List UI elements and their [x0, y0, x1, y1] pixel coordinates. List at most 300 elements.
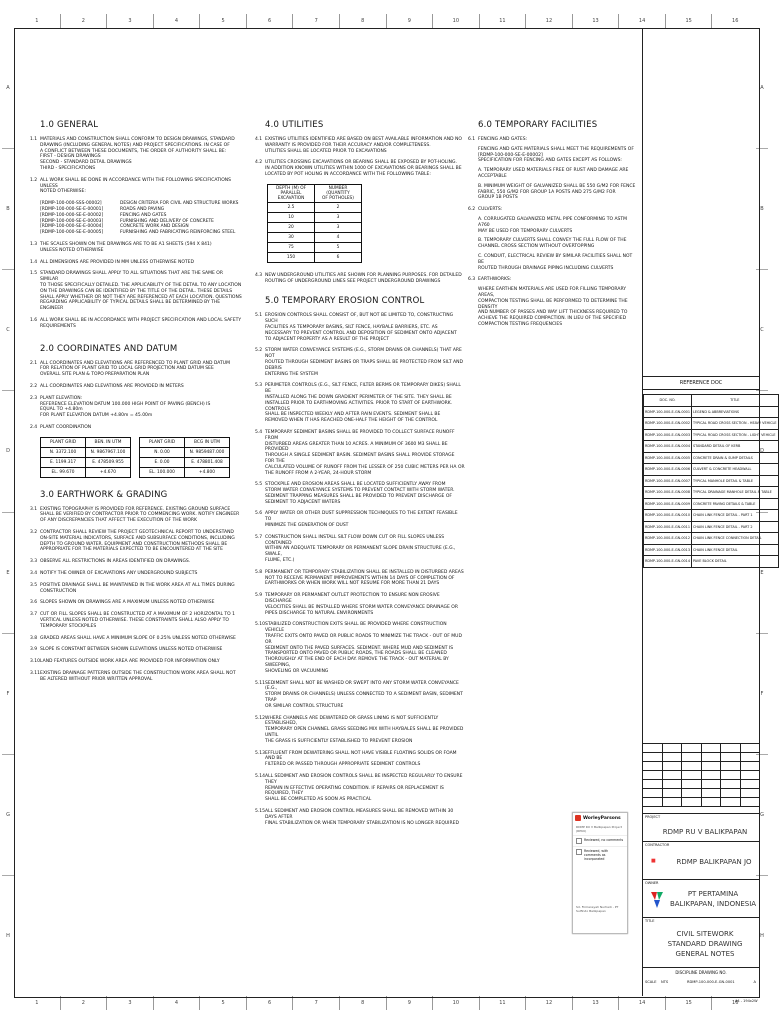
zone-label: F	[2, 633, 14, 754]
note-line: SEDIMENT TRAPPING MEASURES SHALL BE PROVIDED TO PREVENT DISCHARGE OF	[265, 493, 452, 499]
note-item	[255, 570, 465, 587]
table-row	[268, 222, 362, 232]
zone-label: 9	[386, 996, 433, 1010]
note-number: 3.3	[30, 559, 38, 565]
note-line: REMOVED WHEN IT HAS REACHED ONE-HALF THE HEIGHT OF THE CONTROL	[265, 418, 438, 424]
table-cell: N. 9867967.100	[86, 447, 131, 457]
table-cell: E. 1199.317	[41, 457, 86, 467]
note-line: STORM WATER CONVEYANCE SYSTEMS (E.G., STORM DRAINS OR CHANNELS) THAT ARE NOT	[265, 348, 462, 360]
table-cell: 6	[315, 252, 362, 262]
note-item	[255, 716, 465, 745]
note-item	[255, 160, 465, 177]
note-line: LOCATED BY POT HOLING IN ACCORDANCE WITH THE FOLLOWING TABLE:	[265, 171, 431, 177]
note-item	[30, 612, 242, 629]
note-line: EARTHWORKS:	[478, 277, 512, 283]
note-line: IN ADDITION KNOWN UTILITIES WITHIN 1000 OF EXCAVATIONS OR BEARINGS SHALL BE	[265, 166, 462, 172]
table-cell: E. 478801.408	[185, 457, 230, 467]
note-line: ALL SEDIMENT AND EROSION CONTROLS SHALL BE INSPECTED REGULARLY TO ENSURE THEY	[265, 773, 463, 785]
note-line: EXISTING TOPOGRAPHY IS PROVIDED FOR REFERENCE. EXISTING GROUND SURFACE	[40, 506, 231, 512]
note-line: SLOPES SHOWN ON DRAWINGS ARE A MAXIMUM UNLESS NOTED OTHERWISE	[40, 600, 215, 606]
note-item	[255, 273, 465, 285]
pothole-table	[267, 184, 362, 263]
zone-label: 2	[60, 996, 107, 1010]
note-number: 2.3	[30, 395, 38, 401]
note-number: 3.4	[30, 571, 38, 577]
utility-notes	[255, 137, 465, 178]
note-number: 5.7	[255, 534, 263, 540]
zone-label: 11	[479, 14, 526, 28]
zone-label: 6	[246, 996, 293, 1010]
table-row	[268, 252, 362, 262]
spec-row: [RDMP-100-000-SE-E-00003] FURNISHING AND DELIVERY OF CONCRETE	[40, 218, 214, 224]
note-line: EXISTING UTILITIES IDENTIFIED ARE BASED ON BEST AVAILABLE INFORMATION AND NO	[265, 137, 462, 142]
note-number: 2.2	[30, 383, 38, 389]
note-number: 3.10	[30, 659, 41, 665]
note-line: THE GRASS IS SUFFICIENTLY ESTABLISHED TO PREVENT EROSION	[265, 738, 413, 744]
note-line: ON THE DRAWINGS CAN BE IDENTIFIED BY THE TITLE OF THE DETAIL. THESE DETAILS	[40, 288, 233, 294]
note-item	[30, 636, 242, 642]
note-line: THROUGH A SINGLE SEDIMENT BASIN. SEDIMENT BASINS SHALL PROVIDE STORAGE FOR THE	[265, 453, 455, 464]
note-line: EQUAL TO +4.80m	[40, 407, 83, 413]
owner-name: PT PERTAMINA	[687, 890, 739, 898]
note-line: NOTED OTHERWISE:	[40, 189, 86, 195]
note-number: 5.14	[255, 773, 266, 779]
note-number: 5.1	[255, 313, 263, 319]
note-line: TEMPORARY OR PERMANENT OUTLET PROTECTION TO ENSURE NON EROSIVE DISCHARGE	[265, 593, 440, 605]
note-line: PERMANENT OR TEMPORARY STABILIZATION SHALL BE INSTALLED IN DISTURBED AREAS	[265, 569, 464, 575]
note-line: NECESSARY TO PREVENT CONTROL AND DEPOSITION OF SEDIMENT ONTO ADJACENT	[265, 330, 457, 336]
note-line: VERTICAL UNLESS NOTED OTHERWISE. THESE CONSTRAINTS SHALL ALSO APPLY TO	[40, 618, 229, 624]
table-cell: +4.670	[86, 467, 131, 477]
note-line: OBSERVE ALL RESTRICTIONS IN AREAS IDENTIFIED ON DRAWINGS.	[40, 559, 191, 565]
zone-label: 12	[525, 996, 572, 1010]
table-cell: N. 0.00	[140, 447, 185, 457]
title-line-1: CIVIL SITEWORK	[676, 930, 734, 938]
note-line: SHALL APPLY WHETHER OR NOT THEY ARE REFERENCED AT EACH LOCATION. QUESTIONS	[40, 294, 242, 300]
table-row	[41, 447, 131, 457]
note-item	[30, 137, 242, 172]
note-line: ROUTED THROUGH SEDIMENT BASINS OR TRAPS SHALL BE PROTECTED FROM SILT AND DEBRIS	[265, 359, 463, 371]
zone-label: 4	[153, 996, 200, 1010]
note-line: OR SIMILAR CONTROL STRUCTURE	[265, 703, 344, 709]
note-number: 5.3	[255, 383, 263, 389]
table-cell: EL. 99.670	[41, 467, 86, 477]
note-item	[30, 583, 242, 595]
table-row	[268, 242, 362, 252]
reference-row: RDMP-100-000-E-GN-0004 STANDARD DETAIL OF KERB	[644, 441, 779, 453]
note-line: STABILIZED CONSTRUCTION EXITS SHALL BE PROVIDED WHERE CONSTRUCTION VEHICLE	[265, 622, 447, 634]
table-row	[268, 202, 362, 212]
note-item	[255, 482, 465, 505]
bottom-zone-labels	[14, 996, 758, 1010]
table-cell: 20	[268, 222, 315, 232]
reference-header: DOC. NO. TITLE	[644, 395, 779, 407]
table-row	[268, 212, 362, 222]
reference-row: RDMP-100-000-E-GN-0008 TYPICAL DRAINAGE MANHOLE DETAIL & TABLE	[644, 487, 779, 499]
stamp-option-1: Reviewed, no comments	[573, 835, 627, 846]
table-cell: 2	[315, 202, 362, 212]
general-notes	[30, 137, 242, 195]
table-row	[140, 457, 230, 467]
project-name: RDMP RU V BALIKPAPAN	[662, 828, 748, 836]
note-item	[30, 507, 242, 524]
note-number: 5.13	[255, 750, 266, 756]
note-number: 6.2	[468, 207, 476, 213]
note-number: 4.2	[255, 160, 263, 166]
zone-label: D	[756, 390, 768, 511]
zone-label: 14	[618, 14, 665, 28]
note-item	[468, 207, 638, 271]
zone-label: 2	[60, 14, 107, 28]
spec-row: [RDMP-100-000-SE-E-00001] ROADS AND PAVING	[40, 206, 165, 212]
reference-row: RDMP-100-000-E-GN-0002 TYPICAL ROAD CROSS SECTION - HEAVY VEHICLE	[644, 418, 779, 430]
note-line: GROUP 1B POSTS	[478, 195, 518, 201]
note-number: 5.15	[255, 808, 266, 814]
zone-label: 16	[711, 996, 758, 1010]
table-row	[41, 467, 131, 477]
note-item	[30, 318, 242, 330]
note-line: EROSION CONTROLS SHALL CONSIST OF, BUT NOT BE LIMITED TO, CONSTRUCTING SUCH	[265, 313, 454, 325]
note-item	[30, 659, 242, 665]
zone-label: 10	[432, 14, 479, 28]
spec-row: [RDMP-100-000-SE-E-00004] CONCRETE WORK AND DESIGN	[40, 224, 189, 230]
zone-label: E	[756, 512, 768, 633]
reference-table	[643, 394, 779, 568]
note-item	[255, 137, 465, 154]
note-line: SEDIMENT SHALL NOT BE WASHED OR SWEPT INTO ANY STORM WATER CONVEYANCE (E.G.,	[265, 680, 459, 692]
zone-label: 4	[153, 14, 200, 28]
note-line: REMAIN IN EFFECTIVE OPERATING CONDITION. IF REPAIRS OR REPLACEMENT IS REQUIRED, THEY	[265, 785, 444, 797]
note-line: CHANNEL CROSS SECTION WITHOUT OVERTOPPING	[478, 244, 595, 250]
reference-row: RDMP-100-000-E-GN-0010 CHAIN LINK FENCE DETAIL - PART 1	[644, 510, 779, 522]
note-item	[30, 271, 242, 312]
note-line: REQUIREMENTS	[40, 323, 76, 329]
note-item	[255, 383, 465, 424]
top-zone-labels	[14, 14, 758, 28]
note-number: 3.6	[30, 600, 38, 606]
drawing-number: RDMP-100-000-E-GN-0001	[687, 980, 735, 984]
note-line: CALCULATED VOLUME OF RUNOFF FROM THE LESSER OF 250 CUBIC METERS PER HA OR	[265, 464, 465, 470]
zone-label: C	[2, 269, 14, 390]
note-item	[30, 361, 242, 378]
note-number: 4.1	[255, 137, 263, 142]
note-number: 2.1	[30, 360, 38, 366]
note-line: WITHIN AN ADEQUATE TEMPORARY OR PERMANENT SLOPE DRAIN STRUCTURE (E.G., SWALE,	[265, 546, 456, 558]
note-number: 3.11	[30, 671, 41, 677]
worleyparsons-logo-icon	[575, 815, 581, 821]
note-line: REFERENCE ELEVATION DATUM 100.000 HIGH POINT OF PAVING (BENCH) IS	[40, 401, 211, 407]
table-cell: 4	[315, 232, 362, 242]
note-line: THE SCALES SHOWN ON THE DRAWINGS ARE TO BE A1 SHEETS (594 X 841)	[40, 241, 212, 247]
note-item	[30, 571, 242, 577]
note-line: TO THOSE SPECIFICALLY DETAILED. THE APPLICABILITY OF THE DETAIL TO ANY LOCATION	[40, 282, 242, 288]
pertamina-logo-icon	[649, 890, 665, 910]
note-line: A CONFLICT BETWEEN THESE DOCUMENTS, THE ORDER OF AUTHORITY SHALL BE:	[40, 148, 227, 154]
table-cell: E. 0.00	[140, 457, 185, 467]
zone-label: 14	[618, 996, 665, 1010]
section-title-coordinates: 2.0 COORDINATES AND DATUM	[40, 343, 178, 354]
note-number: 5.2	[255, 348, 263, 354]
note-number: 5.5	[255, 482, 263, 488]
note-line: APPROPRIATE FOR THE MATERIALS EXPECTED TO BE ENCOUNTERED AT THE SITE	[40, 547, 224, 553]
reference-row: RDMP-100-000-E-GN-0013 CHAIN LINK FENCE DETAIL	[644, 544, 779, 556]
zone-label: 7	[292, 996, 339, 1010]
table-cell: 3	[315, 212, 362, 222]
reference-row: RDMP-100-000-E-GN-0001 LEGEND & ABBREVIATIONS	[644, 406, 779, 418]
note-line: PIPES DISCHARGE TO NATURAL ENVIRONMENTS	[265, 610, 374, 616]
zone-label: 1	[35, 18, 39, 24]
note-line: NOT TO RECEIVE PERMANENT IMPROVEMENTS WITHIN 14 DAYS OF COMPLETION OF	[265, 575, 455, 581]
note-line: CUT OR FILL SLOPES SHALL BE CONSTRUCTED AT A MAXIMUM OF 2 HORIZONTAL TO 1	[40, 612, 235, 618]
stamp-header	[573, 813, 627, 823]
note-line: TEMPORARY SEDIMENT BASINS SHALL BE PROVIDED TO COLLECT SURFACE RUNOFF FROM	[265, 429, 455, 441]
note-item	[30, 384, 242, 390]
note-item	[255, 751, 465, 768]
note-line: PERIMETER CONTROLS (E.G., SILT FENCE, FILTER BERMS OR TEMPORARY DIKES) SHALL BE	[265, 383, 461, 395]
utility-notes-2	[255, 273, 465, 285]
zone-label: 13	[572, 996, 619, 1010]
table-cell: BEN. IN UTM	[86, 437, 131, 447]
note-line: SPECIFICATION FOR FENCING AND GATES EXCEPT AS FOLLOWS:	[478, 158, 622, 164]
drawing-number-block: DISCIPLINE DRAWING NO. SCALE NTS RDMP-100-000-E-GN-0001 A	[643, 967, 759, 990]
zone-label: G	[2, 754, 14, 875]
note-item	[255, 511, 465, 528]
note-line: EXISTING DRAINAGE PATTERNS OUTSIDE THE CONSTRUCTION WORK AREA SHALL NOT	[40, 671, 236, 677]
table-row	[140, 467, 230, 477]
table-cell: 75	[268, 242, 315, 252]
column-utilities	[255, 120, 465, 832]
table-cell: PLANT GRID	[41, 437, 86, 447]
erosion-notes	[255, 313, 465, 826]
note-number: 1.3	[30, 241, 38, 247]
zone-label: F	[756, 633, 768, 754]
note-line: WHERE EARTHEN MATERIALS ARE USED FOR FILLING TEMPORARY AREAS,	[478, 287, 627, 298]
note-line: STANDARD DRAWINGS SHALL APPLY TO ALL SITUATIONS THAT ARE THE SAME OR SIMILAR	[40, 271, 223, 283]
stamp-option-2: Reviewed, with comments as incorporated	[573, 846, 627, 863]
note-line: ALL COORDINATES AND ELEVATIONS ARE PROVIDED IN METERS	[40, 383, 184, 389]
zone-label: 5	[199, 14, 246, 28]
note-line: CULVERTS:	[478, 207, 503, 213]
section-title-facilities: 6.0 TEMPORARY FACILITIES	[478, 120, 598, 130]
table-row	[140, 447, 230, 457]
table-cell: BCG IN UTM	[185, 437, 230, 447]
note-line: PLANT COORDINATION	[40, 424, 92, 430]
note-item	[255, 535, 465, 564]
section-title-earthwork: 3.0 EARTHWORK & GRADING	[40, 489, 168, 500]
zone-label: C	[756, 269, 768, 390]
spec-list	[40, 201, 242, 236]
revision: A	[753, 980, 756, 984]
note-item	[255, 681, 465, 710]
note-number: 1.6	[30, 317, 38, 323]
note-item	[468, 137, 638, 201]
note-line: A. TEMPORARY USED MATERIALS FREE OF RUST AND DAMAGE ARE	[478, 168, 629, 174]
coordinate-table-ben	[40, 437, 131, 478]
note-line: SECOND - STANDARD DETAIL DRAWINGS	[40, 160, 132, 166]
zone-label: 15	[665, 14, 712, 28]
general-notes-2	[30, 242, 242, 330]
note-line: COMPACTION TESTING FREQUENCIES	[478, 321, 563, 327]
title-panel	[642, 28, 777, 996]
note-line: UTILITIES CROSSING EXCAVATIONS OR BEARING SHALL BE EXPOSED BY POT-HOLING.	[265, 160, 457, 166]
note-item	[30, 396, 242, 419]
note-line: ACHIEVE THE REQUIRED COMPACTION. IN LIEU OF THE SPECIFIED	[478, 316, 627, 322]
note-item	[255, 348, 465, 377]
note-item	[30, 425, 242, 431]
note-line: REGARDING APPLICABILITY OF TYPICAL DETAILS SHALL BE DETERMINED BY THE ENGINEER	[40, 300, 221, 312]
note-line: C. CONDUIT, ELECTRICAL REVIEW BY SIMILAR FACILITIES SHALL NOT BE	[478, 253, 633, 265]
note-line: ON-SITE MATERIAL INDICATORS, SURFACE AND SUBSURFACE CONDITIONS, INCLUDING	[40, 535, 235, 541]
zone-label: G	[756, 754, 768, 875]
table-row	[41, 437, 131, 447]
note-line: TO ADJACENT PROPERTY AS A RESULT OF THE PROJECT	[265, 336, 390, 342]
note-line: A. CORRUGATED GALVANIZED METAL PIPE CONFORMING TO ASTM A760	[478, 216, 628, 228]
title-line-2: STANDARD DRAWING	[667, 940, 743, 948]
note-line: APPLY WATER OR OTHER DUST SUPPRESSION TECHNIQUES TO THE EXTENT FEASIBLE TO	[265, 511, 458, 523]
rdmp-logo-icon: ■	[651, 858, 656, 864]
note-line: ALL DIMENSIONS ARE PROVIDED IN MM UNLESS OTHERWISE NOTED	[40, 259, 194, 265]
reference-row: RDMP-100-000-E-GN-0006 CULVERT & CONCRETE HEADWALL	[644, 464, 779, 476]
zone-label: 3	[106, 996, 153, 1010]
note-number: 5.11	[255, 680, 266, 686]
table-cell: 10	[268, 212, 315, 222]
note-line: CONSTRUCTION	[40, 588, 77, 594]
note-line: BE ALTERED WITHOUT PRIOR WRITTEN APPROVAL	[40, 676, 153, 682]
reference-row: RDMP-100-000-E-GN-0009 CONCRETE PAVING DETAILS & TABLE	[644, 498, 779, 510]
note-line: TEMPORARY OPEN CHANNEL GRASS SEEDING MIX WITH HAYBALES SHALL BE PROVIDED UNTIL	[265, 727, 464, 738]
zone-label: H	[756, 875, 768, 996]
checkbox-icon	[576, 838, 582, 844]
note-line: STORM WATER CONVEYANCE SYSTEMS TO PREVENT CONTACT WITH STORM WATER.	[265, 488, 455, 494]
reference-title: REFERENCE DOC	[643, 376, 759, 390]
note-line: FOR RELATION OF PLANT GRID TO LOCAL GRID PROJECTION AND DATUM SEE	[40, 366, 214, 372]
zone-label: D	[2, 390, 14, 511]
note-line: THIRD - SPECIFICATIONS	[40, 165, 96, 171]
note-line: OF ANY DISCREPANCIES THAT AFFECT THE EXECUTION OF THE WORK	[40, 518, 197, 524]
note-line: UTILITIES SHALL BE LOCATED PRIOR TO EXCAVATIONS	[265, 148, 387, 154]
zone-label: 1	[35, 1000, 39, 1006]
note-item	[255, 430, 465, 476]
note-line: SEDIMENT TO ADJACENT WATERS	[265, 499, 341, 505]
note-line: SHALL BE VERIFIED BY CONTRACTOR PRIOR TO COMMENCING WORK. NOTIFY ENGINEER	[40, 512, 240, 518]
column-facilities	[468, 120, 638, 334]
note-line: ALL WORK SHALL BE IN ACCORDANCE WITH PROJECT SPECIFICATION AND LOCAL SAFETY	[40, 317, 242, 323]
note-line: NEW UNDERGROUND UTILITIES ARE SHOWN FOR PLANNING PURPOSES. FOR DETAILED	[265, 272, 462, 278]
note-line: UNLESS NOTED OTHERWISE	[40, 247, 104, 253]
note-line: POSITIVE DRAINAGE SHALL BE MAINTAINED IN THE WORK AREA AT ALL TIMES DURING	[40, 582, 235, 588]
note-line: ALL SEDIMENT AND EROSION CONTROL MEASURES SHALL BE REMOVED WITHIN 30 DAYS AFTER	[265, 808, 454, 820]
note-item	[255, 622, 465, 674]
zone-label: 3	[106, 14, 153, 28]
note-line: [RDMP-100-000-SE-E-00002]	[478, 152, 543, 158]
note-line: MAY BE USED FOR TEMPORARY CULVERTS	[478, 228, 573, 234]
note-number: 3.1	[30, 506, 38, 512]
table-cell: E. 478509.955	[86, 457, 131, 467]
note-line: VELOCITIES SHALL BE INSTALLED WHERE STORM WATER CONVEYANCE DRAINAGE OR	[265, 604, 458, 610]
note-line: CONSTRUCTION SHALL INSTALL SILT FLOW DOWN CUT OR FILL SLOPES UNLESS CONTAINED	[265, 534, 445, 546]
reference-row: RDMP-100-000-E-GN-0014 PAVE BLOCK DETAIL	[644, 556, 779, 568]
drawing-title-block: TITLE CIVIL SITEWORK STANDARD DRAWING GENERAL NOTES	[643, 917, 759, 968]
facility-notes	[468, 137, 638, 328]
note-number: 3.5	[30, 582, 38, 588]
reference-row: RDMP-100-000-E-GN-0011 CHAIN LINK FENCE DETAIL - PART 2	[644, 521, 779, 533]
note-line: CONTRACTOR SHALL REVIEW THE PROJECT GEOTECHNICAL REPORT TO UNDERSTAND	[40, 530, 234, 536]
zone-label: B	[756, 148, 768, 269]
note-line: ROUTED THROUGH DRAINAGE PIPING INCLUDING CULVERTS	[478, 265, 614, 271]
note-line: ENTERING THE SYSTEM	[265, 371, 318, 377]
note-line: FINAL STABILIZATION OR WHEN TEMPORARY STABILIZATION IS NO LONGER REQUIRED	[265, 820, 459, 826]
note-line: TEMPORARY STOCKPILES	[40, 623, 97, 629]
zone-label: 6	[246, 14, 293, 28]
zone-label: 15	[665, 996, 712, 1010]
note-number: 3.8	[30, 635, 38, 641]
owner-location: BALIKPAPAN, INDONESIA	[669, 900, 757, 908]
note-line: THE RUNOFF FROM A 2-YEAR, 24-HOUR STORM	[265, 470, 372, 476]
note-line: SHALL BE INSPECTED WEEKLY AND AFTER RAIN EVENTS. SEDIMENT SHALL BE	[265, 412, 441, 418]
section-title-erosion: 5.0 TEMPORARY EROSION CONTROL	[265, 296, 425, 307]
review-stamp	[572, 812, 628, 934]
note-item	[30, 530, 242, 553]
zone-label: 5	[199, 996, 246, 1010]
zone-label: A	[760, 85, 764, 92]
note-line: EARTHWORKS OR WHEN WORK WILL NOT RESUME FOR MORE THAN 21 DAYS	[265, 581, 440, 587]
table-cell: EL. 100.000	[140, 467, 185, 477]
note-line: ACCEPTABLE	[478, 173, 507, 179]
title-line-3: GENERAL NOTES	[675, 950, 735, 958]
table-cell: DEPTH (M) OF PARALLEL EXCAVATION	[268, 184, 315, 202]
note-item	[255, 809, 465, 826]
reference-row: RDMP-100-000-E-GN-0003 TYPICAL ROAD CROSS SECTION - LIGHT VEHICLE	[644, 429, 779, 441]
table-cell: N. 9859487.000	[185, 447, 230, 457]
left-zone-labels	[2, 28, 14, 996]
note-item	[255, 774, 465, 803]
zone-label: 13	[572, 14, 619, 28]
project-block: PROJECT RDMP RU V BALIKPAPAN	[643, 813, 759, 842]
zone-label: 12	[525, 14, 572, 28]
coordinate-tables	[40, 437, 242, 478]
table-cell: 30	[268, 232, 315, 242]
table-cell: PLANT GRID	[140, 437, 185, 447]
table-cell: 150	[268, 252, 315, 262]
table-row	[268, 184, 362, 202]
note-line: INSTALLED PRIOR TO EARTHMOVING ACTIVITIES. PRIOR TO START OF EARTHWORK. CONTROLS	[265, 400, 453, 412]
spec-row: [RDMP-100-000-SE-E-00005] FURNISHING AND FABRICATING REINFORCING STEEL	[40, 230, 236, 236]
section-title-general: 1.0 GENERAL	[40, 120, 99, 130]
stamp-project: RDMP RU V Balikpapan Project (RPKU)	[576, 825, 622, 833]
note-item	[255, 313, 465, 342]
note-line: MATERIALS AND CONSTRUCTION SHALL CONFORM TO DESIGN DRAWINGS, STANDARD	[40, 137, 235, 142]
note-number: 6.1	[468, 137, 476, 142]
note-number: 3.9	[30, 647, 38, 653]
zone-label: 9	[386, 14, 433, 28]
note-line: TRAFFIC EXITS ONTO PAVED OR PUBLIC ROADS TO MINIMIZE THE TRACK - OUT OF MUD OR	[265, 634, 462, 645]
note-line: DRAWING (INCLUDING GENERAL NOTES) AND PROJECT SPECIFICATIONS. IN CASE OF	[40, 142, 230, 148]
note-line: LAND FEATURES OUTSIDE WORK AREA ARE PROVIDED FOR INFORMATION ONLY	[40, 659, 220, 665]
note-line: WHERE CHANNELS ARE DEWATERED OR GRASS LINING IS NOT SUFFICIENTLY ESTABLISHED,	[265, 715, 439, 727]
zone-label: 7	[292, 14, 339, 28]
sheet-size: A4 - 194x2W	[735, 999, 758, 1003]
note-item	[30, 671, 242, 683]
note-number: 5.6	[255, 511, 263, 517]
note-number: 1.1	[30, 137, 38, 142]
note-line: SLOPE IS CONSTANT BETWEEN SHOWN ELEVATIONS UNLESS NOTED OTHERWISE	[40, 647, 223, 653]
note-line: EFFLUENT FROM DEWATERING SHALL NOT HAVE VISIBLE FLOATING SOLIDS OR FOAM AND BE	[265, 750, 457, 762]
note-line: ALL COORDINATES AND ELEVATIONS ARE REFERENCED TO PLANT GRID AND DATUM	[40, 360, 230, 366]
contractor-name: RDMP BALIKPAPAN JO	[676, 858, 752, 866]
note-number: 3.2	[30, 530, 38, 536]
note-line: INSTALLED ALONG THE DOWN GRADIENT PERIMETER OF THE SITE. THEY SHALL BE	[265, 394, 452, 400]
note-line: FACILITIES AS TEMPORARY BASINS, SILT FENCE, HAYBALE BARRIERS, ETC. AS	[265, 324, 438, 330]
